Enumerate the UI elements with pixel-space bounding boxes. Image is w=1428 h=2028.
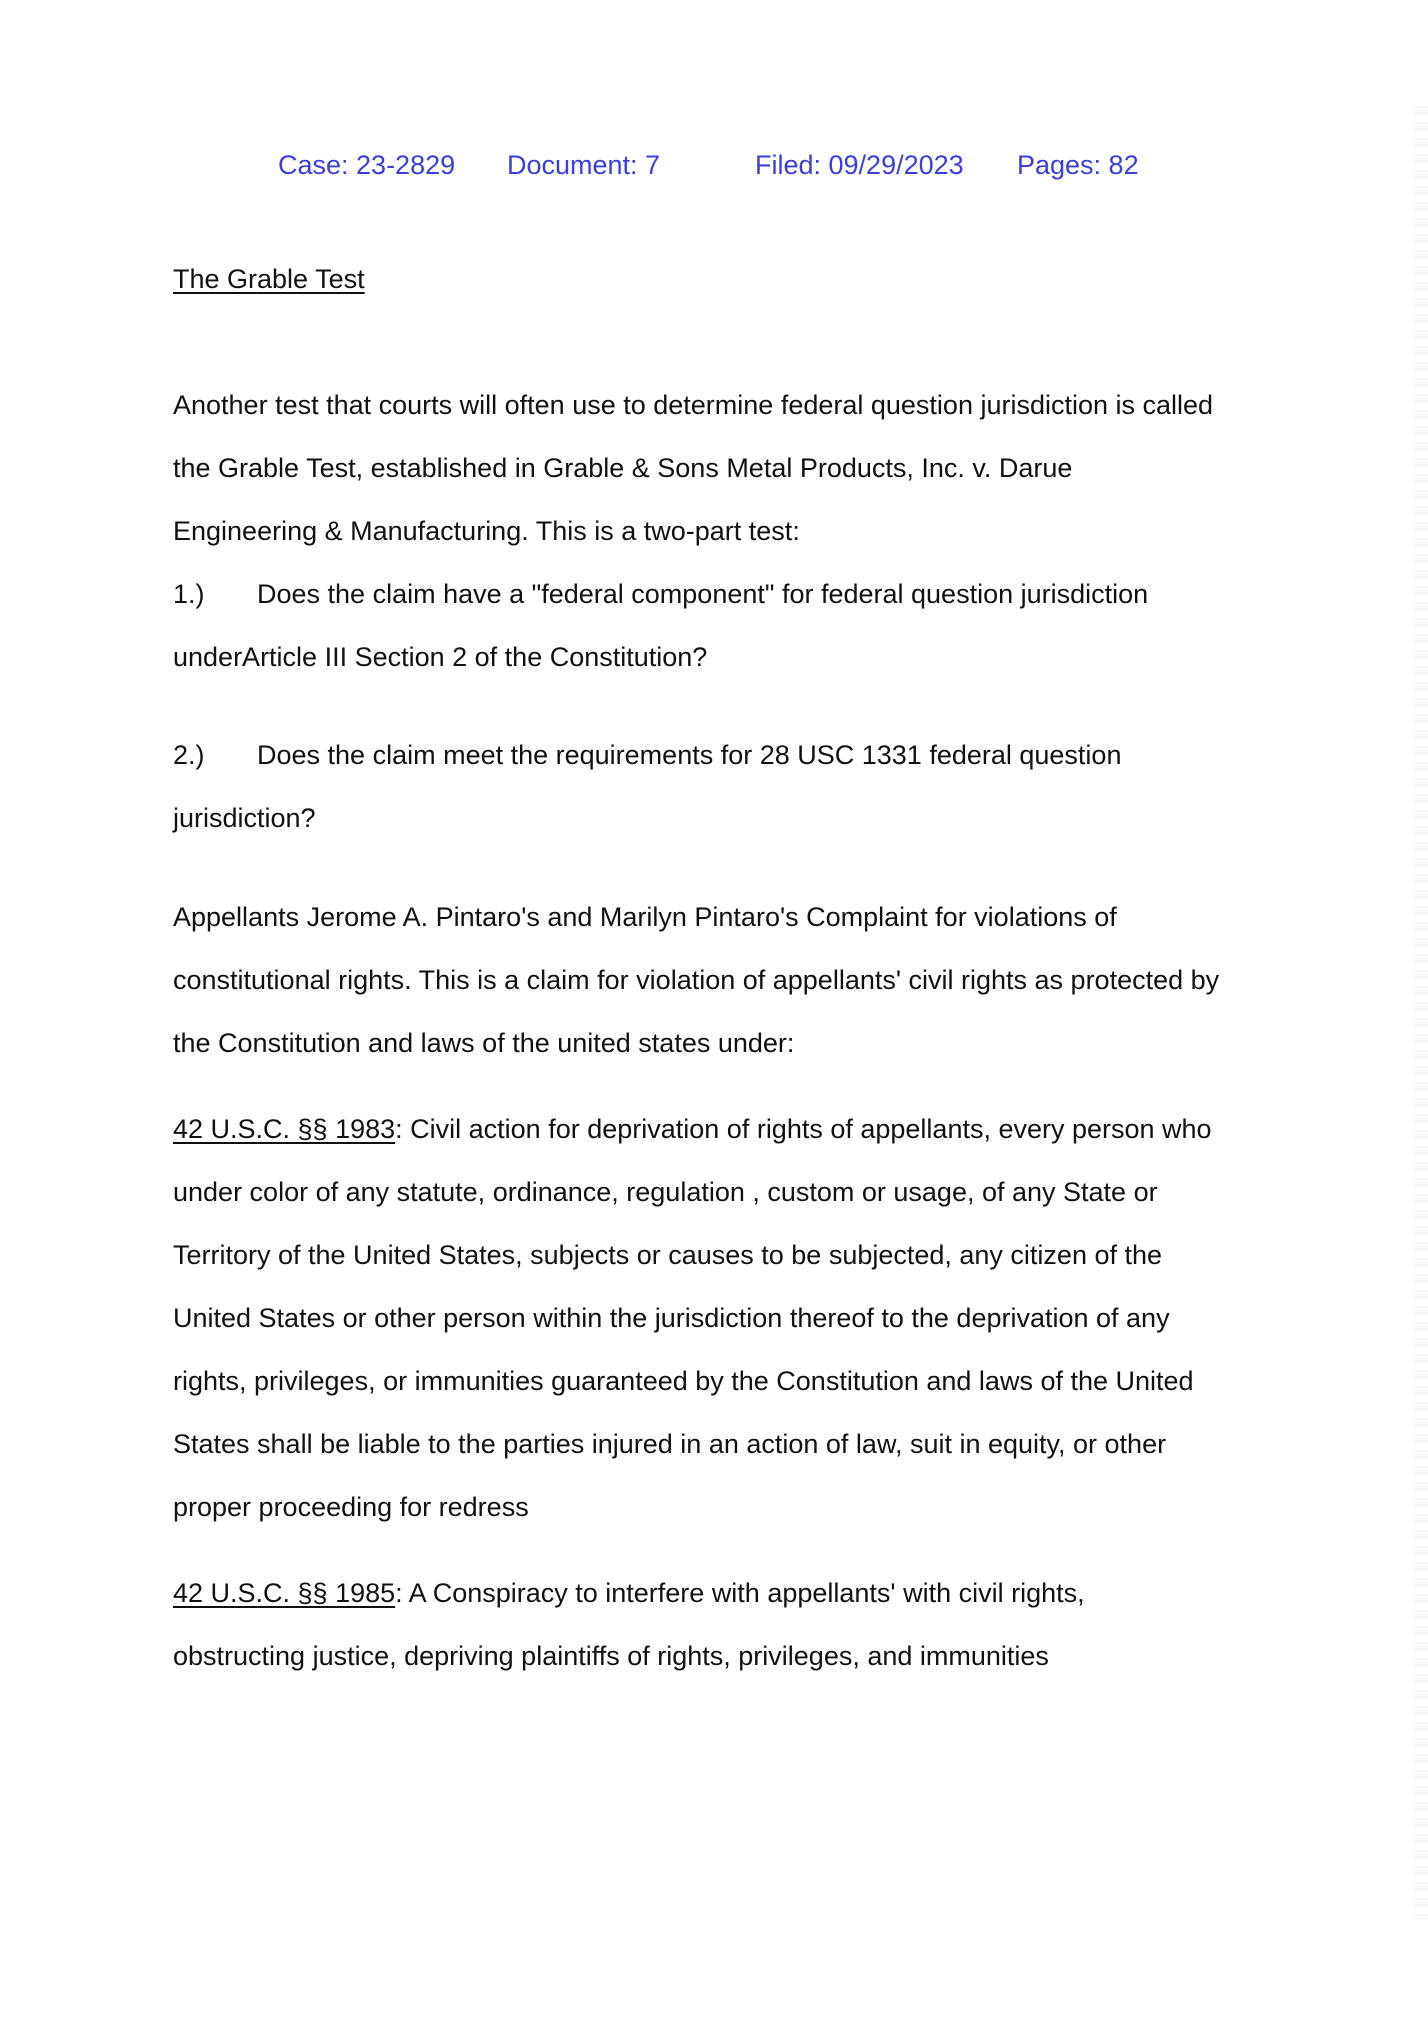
page-count: Pages: 82 — [1017, 150, 1139, 180]
statute-1983-citation: 42 U.S.C. §§ 1983 — [173, 1114, 396, 1144]
statute-1983-line: rights, privileges, or immunities guaranteed by the Constitution and laws of the United — [173, 1366, 1194, 1396]
intro-line-2: the Grable Test, established in Grable & Sons Metal Products, Inc. v. Darue — [173, 453, 1073, 483]
section-heading: The Grable Test — [173, 264, 365, 294]
intro-line-1: Another test that courts will often use to determine federal question jurisdiction is called — [173, 390, 1214, 420]
scan-edge-noise — [1414, 100, 1428, 1920]
case-number: Case: 23-2829 — [278, 150, 456, 180]
statute-1983-first-line — [173, 1112, 1212, 1146]
statute-1983-line: under color of any statute, ordinance, regulation , custom or usage, of any State or — [173, 1177, 1158, 1207]
statute-1985-lead: : A Conspiracy to interfere with appellants' with civil rights, — [395, 1578, 1085, 1608]
appellants-line-1: Appellants Jerome A. Pintaro's and Marilyn Pintaro's Complaint for violations of — [173, 902, 1117, 932]
list-item-2-continuation: jurisdiction? — [173, 803, 316, 833]
appellants-line-3: the Constitution and laws of the united states under: — [173, 1028, 795, 1058]
filed-date: Filed: 09/29/2023 — [755, 150, 964, 180]
filing-header — [0, 150, 1428, 190]
statute-1983-lead: : Civil action for deprivation of rights of appellants, every person who — [395, 1114, 1212, 1144]
statute-1983-line: United States or other person within the jurisdiction thereof to the deprivation of any — [173, 1303, 1170, 1333]
statute-1985-citation: 42 U.S.C. §§ 1985 — [173, 1578, 396, 1608]
appellants-line-2: constitutional rights. This is a claim for violation of appellants' civil rights as protected by — [173, 965, 1220, 995]
list-item-1 — [173, 577, 1148, 611]
intro-line-3: Engineering & Manufacturing. This is a two-part test: — [173, 516, 800, 546]
list-item-2 — [173, 738, 1121, 772]
statute-1983-line: Territory of the United States, subjects or causes to be subjected, any citizen of the — [173, 1240, 1163, 1270]
statute-1985-first-line — [173, 1576, 1085, 1610]
list-item-2-text: Does the claim meet the requirements for 28 USC 1331 federal question — [257, 740, 1122, 770]
list-item-1-continuation: underArticle III Section 2 of the Constitution? — [173, 642, 708, 672]
list-item-1-number: 1.) — [173, 579, 205, 609]
list-item-2-number: 2.) — [173, 740, 205, 770]
statute-1983-line: proper proceeding for redress — [173, 1492, 529, 1522]
list-item-1-text: Does the claim have a "federal component" for federal question jurisdiction — [257, 579, 1149, 609]
document-number: Document: 7 — [507, 150, 661, 180]
statute-1983-line: States shall be liable to the parties injured in an action of law, suit in equity, or other — [173, 1429, 1167, 1459]
statute-1985-line: obstructing justice, depriving plaintiffs of rights, privileges, and immunities — [173, 1641, 1049, 1671]
